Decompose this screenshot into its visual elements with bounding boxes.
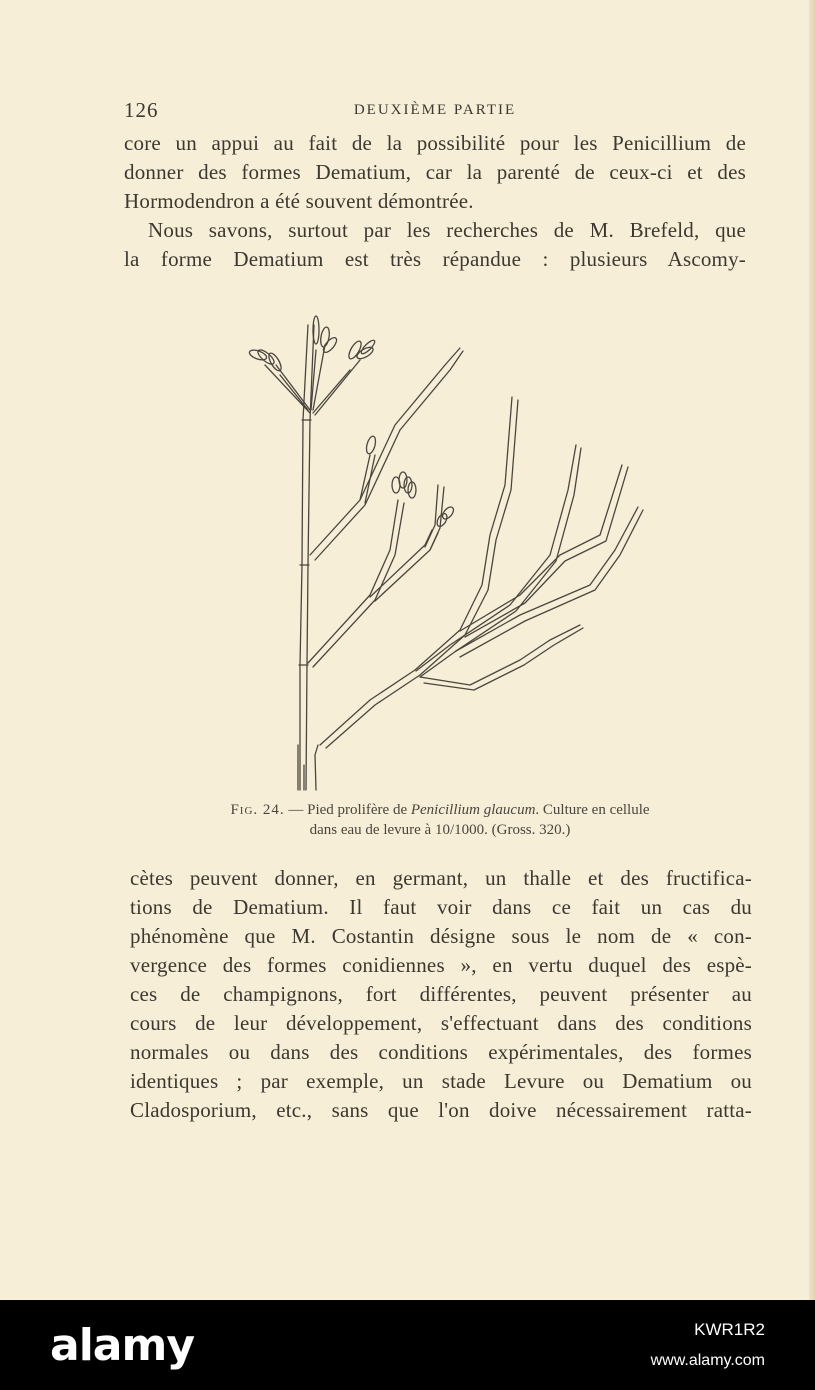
text-line: Hormodendron a été souvent démontrée. bbox=[124, 189, 474, 213]
text-line: donner des formes Dematium, car la parenté de ceux-ci et des bbox=[124, 160, 746, 184]
caption-text: . Culture en cellule bbox=[535, 802, 650, 818]
page-number: 126 bbox=[124, 98, 159, 122]
species-name: Penicillium glaucum bbox=[410, 802, 536, 818]
text-line: phénomène que M. Costantin désigne sous le nom de « con- bbox=[130, 924, 752, 948]
text-block-top bbox=[124, 129, 746, 274]
watermark-footer bbox=[0, 1300, 815, 1390]
caption-line-2: dans eau de levure à 10/1000. (Gross. 320.) bbox=[309, 822, 571, 838]
text-line: cours de leur développement, s'effectuant dans des conditions bbox=[130, 1011, 752, 1035]
page-edge bbox=[809, 0, 815, 1300]
text-line: tions de Dematium. Il faut voir dans ce fait un cas du bbox=[130, 895, 752, 919]
text-line: cètes peuvent donner, en germant, un thalle et des fructifica- bbox=[130, 866, 752, 890]
text-block-bottom bbox=[130, 864, 752, 1125]
text-line: ces de champignons, fort différentes, peuvent présenter au bbox=[130, 982, 752, 1006]
text-line: vergence des formes conidiennes », en vertu duquel des espè- bbox=[130, 953, 752, 977]
figure-caption bbox=[150, 800, 730, 840]
figure-illustration bbox=[220, 285, 660, 795]
text-line: la forme Dematium est très répandue : plusieurs Ascomy- bbox=[124, 247, 746, 271]
text-line: Nous savons, surtout par les recherches de M. Brefeld, que bbox=[148, 218, 746, 242]
text-line: normales ou dans des conditions expérimentales, des formes bbox=[130, 1040, 752, 1064]
site-url: www.alamy.com bbox=[650, 1352, 765, 1369]
image-id: KWR1R2 bbox=[694, 1320, 765, 1339]
text-line: identiques ; par exemple, un stade Levure ou Dematium ou bbox=[130, 1069, 752, 1093]
alamy-logo: alamy bbox=[50, 1320, 194, 1371]
caption-line-1 bbox=[150, 800, 730, 820]
text-line: core un appui au fait de la possibilité pour les Penicillium de bbox=[124, 131, 746, 155]
figure-label: Fig. 24. bbox=[230, 802, 285, 818]
running-head bbox=[124, 98, 746, 126]
caption-text: — Pied prolifère de bbox=[284, 802, 411, 818]
text-line: Cladosporium, etc., sans que l'on doive nécessairement ratta- bbox=[130, 1098, 752, 1122]
penicillium-drawing bbox=[220, 285, 660, 795]
header-title: DEUXIÈME PARTIE bbox=[353, 102, 517, 118]
